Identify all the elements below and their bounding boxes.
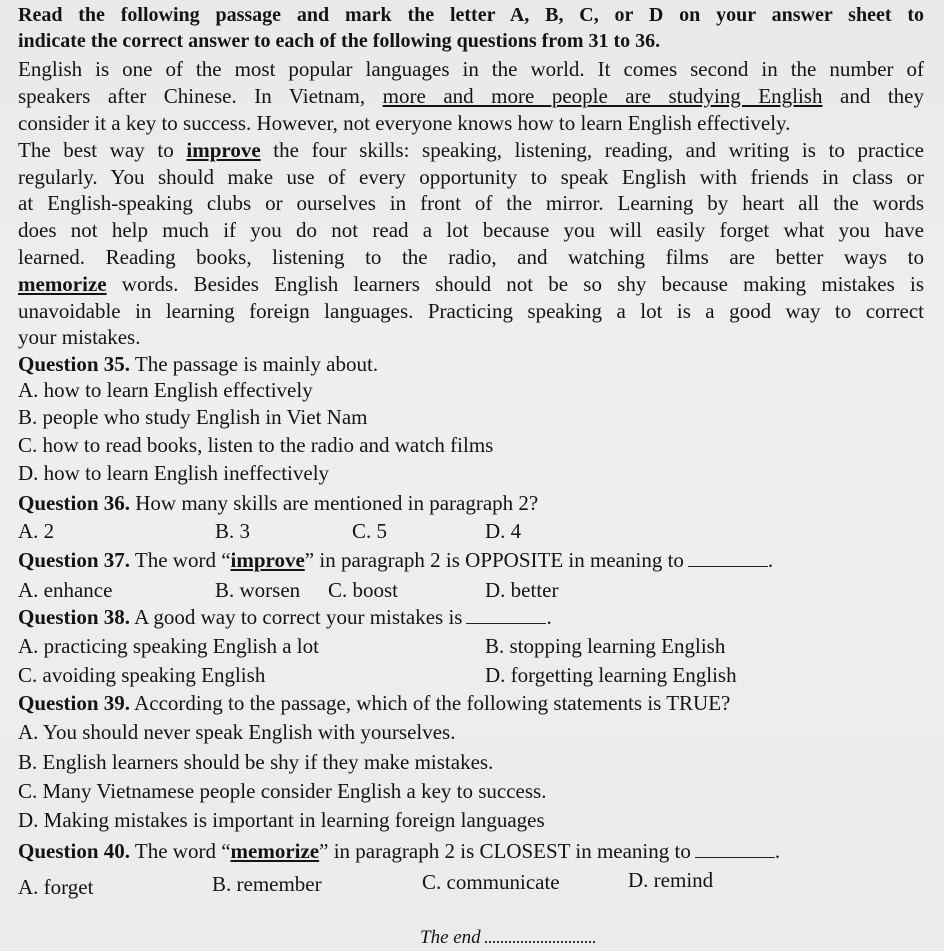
answer-blank	[695, 841, 775, 858]
underlined-phrase: more and more people are studying English	[382, 84, 823, 108]
answer-blank	[688, 550, 768, 567]
q39-option-b[interactable]: B. English learners should be shy if they make mistakes.	[18, 750, 494, 774]
question-40: Question 40. The word “memorize” in paragraph 2 is CLOSEST in meaning to .	[18, 839, 781, 863]
dotted-line	[485, 941, 595, 943]
q36-option-a[interactable]: A. 2	[18, 519, 55, 543]
question-36: Question 36. How many skills are mentioned in paragraph 2?	[18, 491, 539, 515]
q40-option-c[interactable]: C. communicate	[422, 870, 560, 894]
word-memorize: memorize	[18, 272, 107, 296]
q37-option-c[interactable]: C. boost	[328, 578, 399, 602]
q37-option-a[interactable]: A. enhance	[18, 578, 113, 602]
q39-option-c[interactable]: C. Many Vietnamese people consider English a key to success.	[18, 779, 547, 803]
question-35: Question 35. The passage is mainly about.	[18, 352, 379, 376]
passage-line-5: regularly. You should make use of every opportunity to speak English with friends in class or	[18, 165, 924, 189]
q37-option-b[interactable]: B. worsen	[215, 578, 301, 602]
question-39: Question 39. According to the passage, which of the following statements is TRUE?	[18, 691, 731, 715]
passage-line-1: English is one of the most popular languages in the world. It comes second in the number of	[18, 57, 924, 81]
passage-line-2: speakers after Chinese. In Vietnam, more and more people are studying English and they	[18, 84, 924, 108]
q40-option-b[interactable]: B. remember	[212, 872, 322, 896]
passage-line-3: consider it a key to success. However, not everyone knows how to learn English effectively.	[18, 111, 791, 135]
q38-option-b[interactable]: B. stopping learning English	[485, 634, 726, 658]
passage-line-9: memorize words. Besides English learners should not be so shy because making mistakes is	[18, 272, 924, 296]
q39-option-d[interactable]: D. Making mistakes is important in learning foreign languages	[18, 808, 545, 832]
q38-option-c[interactable]: C. avoiding speaking English	[18, 663, 266, 687]
q36-option-c[interactable]: C. 5	[352, 519, 388, 543]
q38-option-a[interactable]: A. practicing speaking English a lot	[18, 634, 319, 658]
answer-blank	[466, 607, 546, 624]
q37-option-d[interactable]: D. better	[485, 578, 559, 602]
passage-line-4: The best way to improve the four skills: speaking, listening, reading, and writing is to practice	[18, 138, 925, 162]
q35-option-c[interactable]: C. how to read books, listen to the radio and watch films	[18, 433, 494, 457]
question-37: Question 37. The word “improve” in paragraph 2 is OPPOSITE in meaning to .	[18, 548, 774, 572]
instructions-line-2: indicate the correct answer to each of the following questions from 31 to 36.	[18, 30, 661, 52]
q36-option-d[interactable]: D. 4	[485, 519, 522, 543]
q35-option-d[interactable]: D. how to learn English ineffectively	[18, 461, 330, 485]
q36-option-b[interactable]: B. 3	[215, 519, 251, 543]
footer-the-end: The end	[420, 927, 595, 949]
q35-option-b[interactable]: B. people who study English in Viet Nam	[18, 405, 368, 429]
passage-line-11: your mistakes.	[18, 325, 141, 349]
q38-option-d[interactable]: D. forgetting learning English	[485, 663, 737, 687]
q40-option-a[interactable]: A. forget	[18, 875, 94, 899]
passage-line-6: at English-speaking clubs or ourselves in front of the mirror. Learning by heart all the words	[18, 191, 924, 215]
question-38: Question 38. A good way to correct your mistakes is .	[18, 605, 552, 629]
q39-option-a[interactable]: A. You should never speak English with yourselves.	[18, 720, 456, 744]
word-improve: improve	[186, 138, 261, 162]
passage-line-7: does not help much if you do not read a lot because you will easily forget what you have	[18, 218, 924, 242]
q35-option-a[interactable]: A. how to learn English effectively	[18, 378, 313, 402]
instructions-line-1: Read the following passage and mark the letter A, B, C, or D on your answer sheet to	[18, 4, 924, 26]
q40-option-d[interactable]: D. remind	[628, 868, 714, 892]
passage-line-10: unavoidable in learning foreign languages. Practicing speaking a lot is a good way to correct	[18, 299, 924, 323]
passage-line-8: learned. Reading books, listening to the radio, and watching films are better ways to	[18, 245, 924, 269]
